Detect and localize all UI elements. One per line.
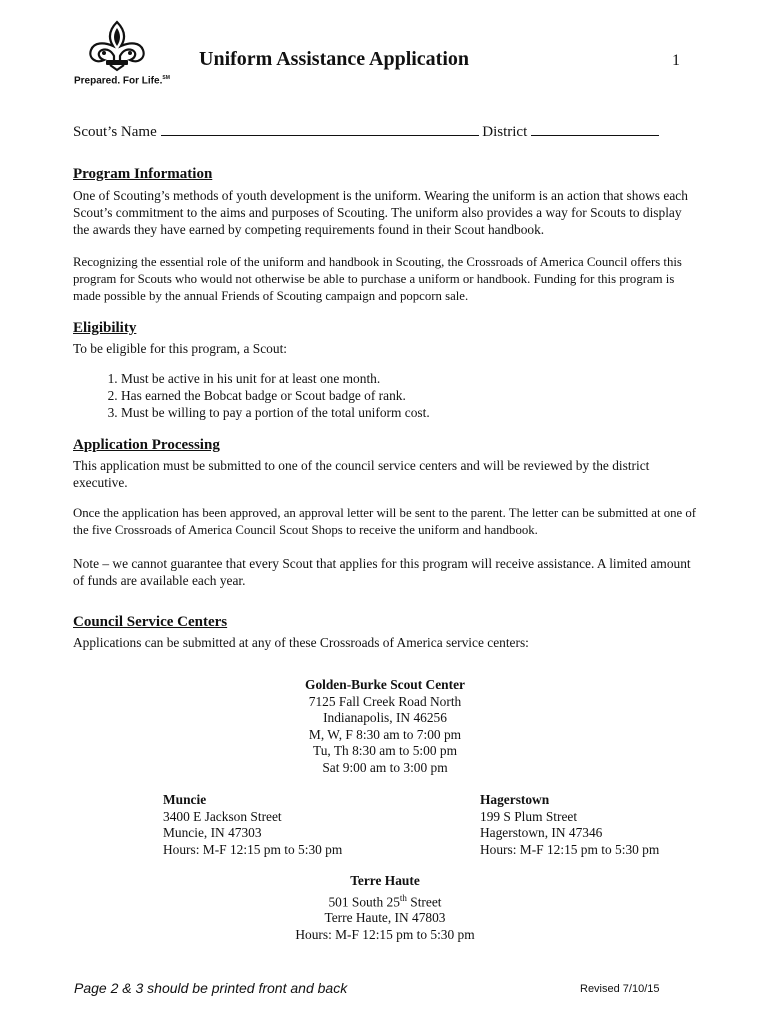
golden-burke-center — [235, 677, 535, 776]
program-information-heading: Program Information — [73, 166, 213, 182]
list-item: 3. Must be willing to pay a portion of the total uniform cost. — [121, 404, 673, 421]
footer-print-note: Page 2 & 3 should be printed front and back — [74, 980, 348, 996]
page-number: 1 — [672, 52, 680, 69]
scout-info-line — [73, 122, 659, 141]
scout-name-field[interactable] — [161, 122, 479, 136]
hagerstown-address-1: 199 S Plum Street — [480, 808, 578, 824]
golden-burke-hours-3: Sat 9:00 am to 3:00 pm — [322, 759, 448, 775]
list-item: 1. Must be active in his unit for at least one month. — [121, 370, 673, 387]
application-processing-heading: Application Processing — [73, 437, 220, 453]
golden-burke-address-2: Indianapolis, IN 46256 — [323, 710, 447, 725]
terre-haute-name: Terre Haute — [350, 873, 420, 888]
bsa-fleur-de-lis-logo — [82, 20, 152, 72]
terre-haute-center — [235, 873, 535, 943]
golden-burke-name: Golden-Burke Scout Center — [305, 677, 465, 692]
eligibility-list — [73, 370, 673, 421]
program-information-paragraph-1: One of Scouting’s methods of youth development is the uniform. Wearing the uniform is an action that shows each Scout’s commitment to the aims and purposes of Scouting. The uniform also provides a way for Scouts to display the awards they have earned by competing requirements found in their Scout handbook. — [73, 188, 688, 237]
muncie-hours: Hours: M-F 12:15 pm to 5:30 pm — [163, 841, 343, 857]
eligibility-intro: To be eligible for this program, a Scout: — [73, 341, 288, 356]
application-processing-paragraph-2: Once the application has been approved, an approval letter will be sent to the parent. The letter can be submitted at one of the five Crossroads of America Council Scout Shops to receive the uniform and handbook. — [73, 506, 697, 537]
district-field[interactable] — [531, 122, 659, 136]
service-centers-heading: Council Service Centers — [73, 614, 228, 630]
application-processing-paragraph-1: This application must be submitted to one of the council service centers and will be reviewed by the district executive. — [73, 458, 650, 490]
service-centers-intro: Applications can be submitted at any of these Crossroads of America service centers: — [73, 635, 529, 650]
golden-burke-address-1: 7125 Fall Creek Road North — [308, 693, 462, 709]
eligibility-heading: Eligibility — [73, 320, 137, 336]
golden-burke-hours-2: Tu, Th 8:30 am to 5:00 pm — [313, 743, 457, 758]
terre-haute-hours: Hours: M-F 12:15 pm to 5:30 pm — [295, 926, 475, 942]
muncie-address-1: 3400 E Jackson Street — [163, 808, 282, 824]
terre-haute-address-2: Terre Haute, IN 47803 — [324, 910, 446, 926]
hagerstown-name: Hagerstown — [480, 792, 550, 807]
terre-haute-address-1: 501 South 25th Street — [328, 892, 442, 909]
muncie-center — [163, 792, 403, 858]
list-item: 2. Has earned the Bobcat badge or Scout badge of rank. — [121, 387, 673, 404]
hagerstown-center — [480, 792, 720, 858]
hagerstown-address-2: Hagerstown, IN 47346 — [480, 825, 603, 840]
district-label: District — [482, 124, 528, 140]
golden-burke-hours-1: M, W, F 8:30 am to 7:00 pm — [308, 726, 462, 742]
muncie-name: Muncie — [163, 792, 207, 807]
footer-revised-date: Revised 7/10/15 — [580, 983, 660, 995]
tagline: Prepared. For Life.℠ — [74, 75, 170, 87]
program-information-paragraph-2: Recognizing the essential role of the uniform and handbook in Scouting, the Crossroads of America Council offers this program for Scouts who would not otherwise be able to purchase a uniform or handbook. Funding for this program is made possible by the annual Friends of Scouting campaign and popcorn sale. — [73, 255, 682, 303]
page-title: Uniform Assistance Application — [199, 48, 470, 70]
muncie-address-2: Muncie, IN 47303 — [163, 825, 262, 840]
hagerstown-hours: Hours: M-F 12:15 pm to 5:30 pm — [480, 841, 660, 857]
application-processing-paragraph-3: Note – we cannot guarantee that every Scout that applies for this program will receive assistance. A limited amount of funds are available each year. — [73, 556, 691, 588]
scout-name-label: Scout’s Name — [73, 124, 157, 140]
